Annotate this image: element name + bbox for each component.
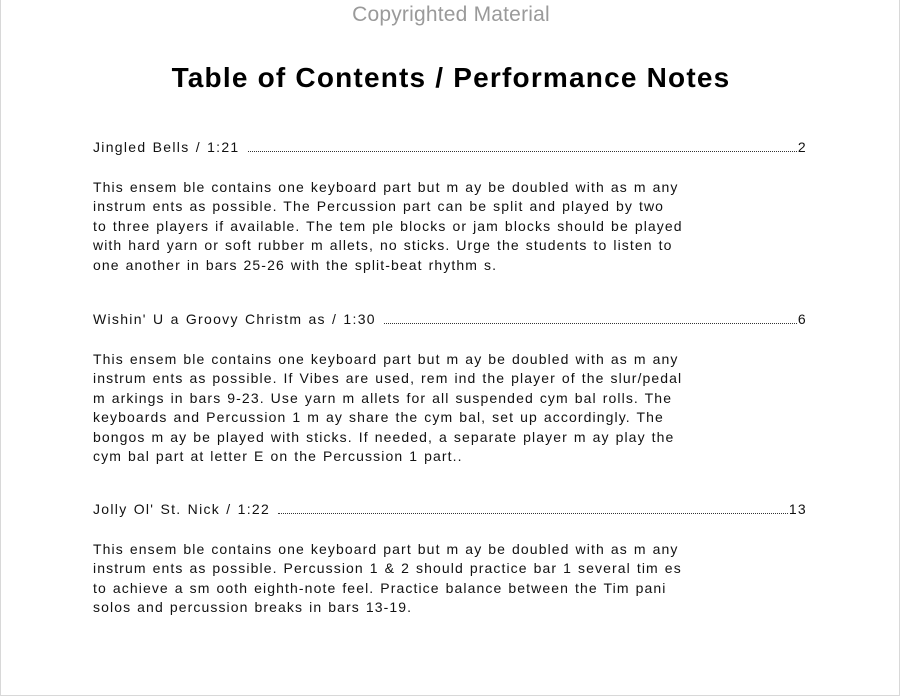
notes-line: instrum ents as possible. The Percussion part can be split and played by two xyxy=(93,198,665,215)
copyright-watermark: Copyrighted Material xyxy=(352,3,550,26)
performance-notes xyxy=(93,350,783,466)
toc-entry xyxy=(93,139,807,275)
toc-entry xyxy=(93,311,807,466)
toc-entry xyxy=(93,501,807,618)
toc-line[interactable] xyxy=(93,139,807,157)
notes-line: keyboards and Percussion 1 m ay share the cym bal, set up accordingly. The xyxy=(93,409,664,426)
notes-line: instrum ents as possible. Percussion 1 & 2 should practice bar 1 several tim es xyxy=(93,560,682,577)
notes-line: to three players if available. The tem ple blocks or jam blocks should be played xyxy=(93,217,683,234)
song-title: Jolly Ol' St. Nick / 1:22 xyxy=(93,501,271,517)
notes-line: to achieve a sm ooth eighth-note feel. Practice balance between the Tim pani xyxy=(93,579,667,596)
notes-line: m arkings in bars 9-23. Use yarn m allets for all suspended cym bal rolls. The xyxy=(93,389,673,406)
notes-line: bongos m ay be played with sticks. If needed, a separate player m ay play the xyxy=(93,428,675,445)
notes-line: solos and percussion breaks in bars 13-19. xyxy=(93,599,413,616)
notes-line: instrum ents as possible. If Vibes are used, rem ind the player of the slur/pedal xyxy=(93,370,683,387)
page-number: 6 xyxy=(797,311,807,327)
performance-notes xyxy=(93,540,783,618)
toc-line[interactable] xyxy=(93,501,807,519)
song-title: Jingled Bells / 1:21 xyxy=(93,139,240,155)
toc-line[interactable] xyxy=(93,311,807,329)
notes-line: This ensem ble contains one keyboard part but m ay be doubled with as m any xyxy=(93,541,679,557)
notes-line: one another in bars 25-26 with the split-beat rhythm s. xyxy=(93,256,498,273)
page-number: 13 xyxy=(788,501,807,517)
song-title: Wishin' U a Groovy Christm as / 1:30 xyxy=(93,311,376,327)
performance-notes xyxy=(93,178,783,275)
notes-line: with hard yarn or soft rubber m allets, no sticks. Urge the students to listen to xyxy=(93,237,673,254)
page-title: Table of Contents / Performance Notes xyxy=(171,62,731,93)
notes-line: This ensem ble contains one keyboard part but m ay be doubled with as m any xyxy=(93,179,679,195)
dot-leader xyxy=(384,311,797,324)
notes-line: This ensem ble contains one keyboard part but m ay be doubled with as m any xyxy=(93,351,679,367)
dot-leader xyxy=(248,139,797,152)
dot-leader xyxy=(278,501,788,514)
page-number: 2 xyxy=(797,139,807,155)
notes-line: cym bal part at letter E on the Percussion 1 part.. xyxy=(93,448,463,465)
